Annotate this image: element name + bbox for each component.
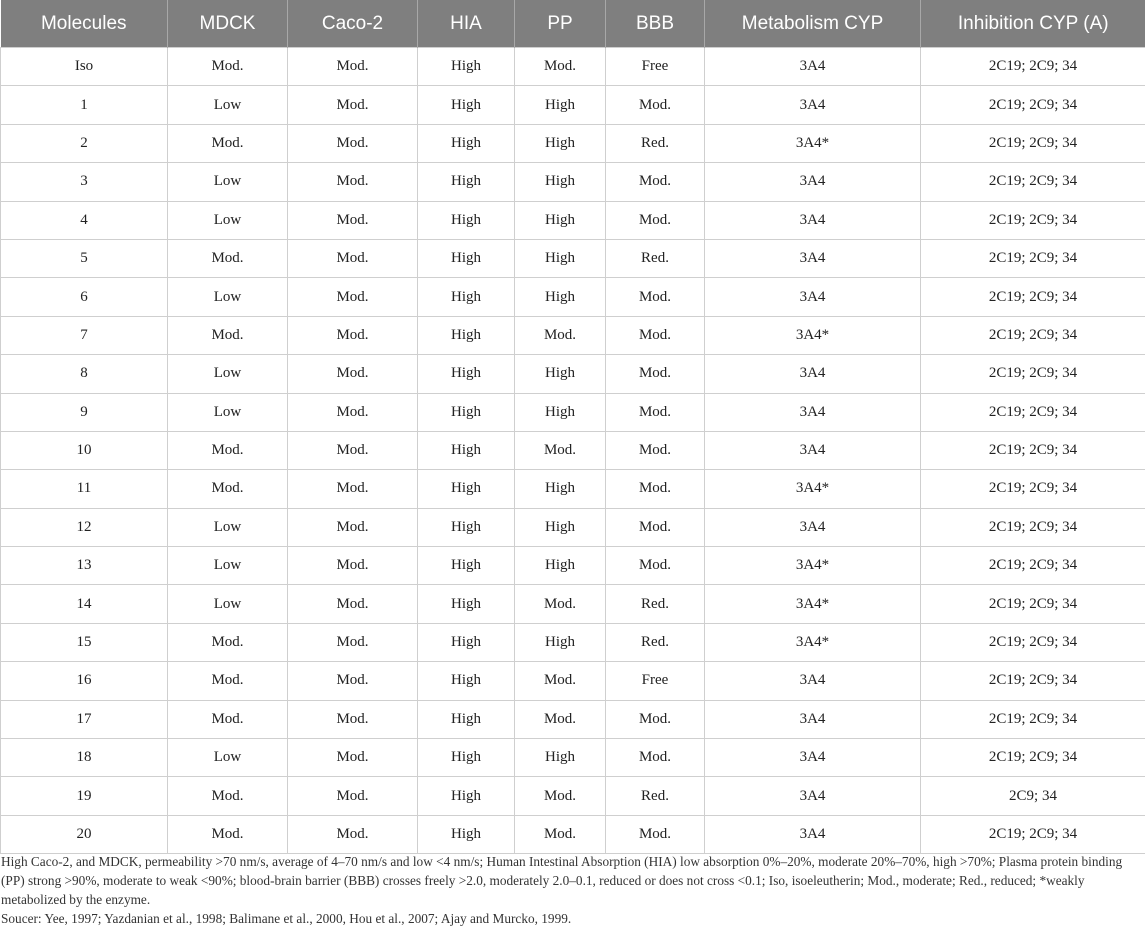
cell-metabolism-cyp: 3A4: [705, 239, 921, 277]
cell-inhibition-cyp: 2C19; 2C9; 34: [921, 355, 1145, 393]
footnote-text: High Caco-2, and MDCK, permeability >70 nm/s, average of 4–70 nm/s and low <4 nm/s; Human Intestinal Absorption (HIA) low absorption 0%–20%, moderate 20%–70%, high >70%; Plasma protein binding (PP) strong >90%, moderate to weak <90%; blood-brain barrier (BBB) crosses freely >2.0, moderately 2.0–0.1, reduced or does not cross <0.1; Iso, isoeleutherin; Mod., moderate; Red., reduced; *weakly metabolized by the enzyme.: [1, 854, 1123, 907]
cell-mdck: Mod.: [168, 470, 288, 508]
cell-bbb: Red.: [606, 585, 705, 623]
cell-bbb: Red.: [606, 239, 705, 277]
cell-mdck: Low: [168, 163, 288, 201]
cell-caco2: Mod.: [288, 739, 418, 777]
cell-hia: High: [418, 239, 515, 277]
header-metabolism-cyp: Metabolism CYP: [705, 0, 921, 48]
cell-pp: Mod.: [515, 48, 606, 86]
cell-bbb: Mod.: [606, 815, 705, 853]
cell-molecule: 5: [1, 239, 168, 277]
cell-pp: High: [515, 623, 606, 661]
cell-hia: High: [418, 739, 515, 777]
cell-inhibition-cyp: 2C19; 2C9; 34: [921, 623, 1145, 661]
cell-caco2: Mod.: [288, 86, 418, 124]
cell-mdck: Low: [168, 278, 288, 316]
cell-inhibition-cyp: 2C19; 2C9; 34: [921, 393, 1145, 431]
table-row: [1, 48, 1145, 86]
cell-pp: Mod.: [515, 662, 606, 700]
cell-caco2: Mod.: [288, 585, 418, 623]
cell-metabolism-cyp: 3A4*: [705, 585, 921, 623]
cell-caco2: Mod.: [288, 470, 418, 508]
cell-mdck: Mod.: [168, 700, 288, 738]
cell-hia: High: [418, 662, 515, 700]
cell-mdck: Mod.: [168, 48, 288, 86]
cell-molecule: 7: [1, 316, 168, 354]
cell-hia: High: [418, 124, 515, 162]
cell-molecule: 1: [1, 86, 168, 124]
table-row: [1, 547, 1145, 585]
table-footnote: [1, 852, 1141, 928]
cell-metabolism-cyp: 3A4*: [705, 470, 921, 508]
cell-mdck: Mod.: [168, 124, 288, 162]
cell-hia: High: [418, 547, 515, 585]
cell-mdck: Mod.: [168, 623, 288, 661]
table-row: [1, 508, 1145, 546]
table-row: [1, 623, 1145, 661]
table-row: [1, 470, 1145, 508]
header-hia: HIA: [418, 0, 515, 48]
table-row: [1, 700, 1145, 738]
cell-hia: High: [418, 508, 515, 546]
cell-hia: High: [418, 431, 515, 469]
cell-metabolism-cyp: 3A4: [705, 355, 921, 393]
cell-molecule: 17: [1, 700, 168, 738]
cell-pp: Mod.: [515, 316, 606, 354]
cell-molecule: Iso: [1, 48, 168, 86]
cell-molecule: 6: [1, 278, 168, 316]
cell-bbb: Free: [606, 48, 705, 86]
cell-metabolism-cyp: 3A4: [705, 777, 921, 815]
table-row: [1, 278, 1145, 316]
cell-pp: High: [515, 201, 606, 239]
cell-bbb: Mod.: [606, 316, 705, 354]
cell-molecule: 3: [1, 163, 168, 201]
cell-mdck: Mod.: [168, 316, 288, 354]
cell-metabolism-cyp: 3A4: [705, 662, 921, 700]
cell-inhibition-cyp: 2C19; 2C9; 34: [921, 431, 1145, 469]
cell-caco2: Mod.: [288, 547, 418, 585]
table-row: [1, 815, 1145, 853]
cell-mdck: Low: [168, 739, 288, 777]
table-row: [1, 316, 1145, 354]
table-row: [1, 777, 1145, 815]
cell-caco2: Mod.: [288, 700, 418, 738]
cell-metabolism-cyp: 3A4: [705, 739, 921, 777]
table-row: [1, 393, 1145, 431]
cell-bbb: Red.: [606, 777, 705, 815]
cell-pp: High: [515, 86, 606, 124]
cell-inhibition-cyp: 2C19; 2C9; 34: [921, 739, 1145, 777]
cell-molecule: 10: [1, 431, 168, 469]
cell-bbb: Mod.: [606, 508, 705, 546]
cell-inhibition-cyp: 2C19; 2C9; 34: [921, 508, 1145, 546]
cell-molecule: 9: [1, 393, 168, 431]
header-row: [1, 0, 1145, 48]
cell-molecule: 12: [1, 508, 168, 546]
cell-bbb: Mod.: [606, 278, 705, 316]
table-row: [1, 739, 1145, 777]
cell-hia: High: [418, 777, 515, 815]
cell-pp: High: [515, 239, 606, 277]
cell-pp: Mod.: [515, 777, 606, 815]
cell-hia: High: [418, 470, 515, 508]
cell-metabolism-cyp: 3A4*: [705, 547, 921, 585]
cell-bbb: Mod.: [606, 355, 705, 393]
cell-caco2: Mod.: [288, 163, 418, 201]
cell-inhibition-cyp: 2C19; 2C9; 34: [921, 700, 1145, 738]
cell-hia: High: [418, 355, 515, 393]
cell-hia: High: [418, 700, 515, 738]
cell-caco2: Mod.: [288, 278, 418, 316]
cell-inhibition-cyp: 2C19; 2C9; 34: [921, 124, 1145, 162]
cell-pp: High: [515, 163, 606, 201]
cell-inhibition-cyp: 2C19; 2C9; 34: [921, 163, 1145, 201]
cell-inhibition-cyp: 2C19; 2C9; 34: [921, 662, 1145, 700]
cell-caco2: Mod.: [288, 431, 418, 469]
cell-molecule: 13: [1, 547, 168, 585]
cell-hia: High: [418, 201, 515, 239]
cell-inhibition-cyp: 2C19; 2C9; 34: [921, 470, 1145, 508]
cell-bbb: Red.: [606, 623, 705, 661]
cell-metabolism-cyp: 3A4: [705, 163, 921, 201]
cell-mdck: Low: [168, 86, 288, 124]
cell-pp: High: [515, 124, 606, 162]
cell-metabolism-cyp: 3A4: [705, 48, 921, 86]
cell-mdck: Mod.: [168, 662, 288, 700]
cell-bbb: Mod.: [606, 700, 705, 738]
cell-molecule: 4: [1, 201, 168, 239]
cell-pp: High: [515, 739, 606, 777]
cell-molecule: 8: [1, 355, 168, 393]
table-row: [1, 355, 1145, 393]
cell-caco2: Mod.: [288, 393, 418, 431]
table-row: [1, 201, 1145, 239]
cell-molecule: 2: [1, 124, 168, 162]
cell-molecule: 15: [1, 623, 168, 661]
table-row: [1, 585, 1145, 623]
table-row: [1, 431, 1145, 469]
header-molecules: Molecules: [1, 0, 168, 48]
cell-metabolism-cyp: 3A4: [705, 86, 921, 124]
cell-caco2: Mod.: [288, 777, 418, 815]
cell-inhibition-cyp: 2C19; 2C9; 34: [921, 86, 1145, 124]
cell-mdck: Mod.: [168, 815, 288, 853]
header-caco2: Caco-2: [288, 0, 418, 48]
cell-metabolism-cyp: 3A4: [705, 508, 921, 546]
cell-mdck: Low: [168, 508, 288, 546]
cell-pp: High: [515, 470, 606, 508]
cell-inhibition-cyp: 2C19; 2C9; 34: [921, 815, 1145, 853]
cell-hia: High: [418, 163, 515, 201]
cell-inhibition-cyp: 2C19; 2C9; 34: [921, 316, 1145, 354]
cell-molecule: 18: [1, 739, 168, 777]
cell-inhibition-cyp: 2C19; 2C9; 34: [921, 48, 1145, 86]
cell-caco2: Mod.: [288, 815, 418, 853]
cell-hia: High: [418, 623, 515, 661]
cell-pp: Mod.: [515, 431, 606, 469]
table-row: [1, 163, 1145, 201]
cell-inhibition-cyp: 2C19; 2C9; 34: [921, 547, 1145, 585]
cell-hia: High: [418, 393, 515, 431]
cell-caco2: Mod.: [288, 201, 418, 239]
cell-molecule: 16: [1, 662, 168, 700]
cell-bbb: Red.: [606, 124, 705, 162]
cell-metabolism-cyp: 3A4*: [705, 623, 921, 661]
cell-molecule: 19: [1, 777, 168, 815]
cell-bbb: Mod.: [606, 739, 705, 777]
cell-pp: High: [515, 508, 606, 546]
cell-pp: Mod.: [515, 815, 606, 853]
cell-metabolism-cyp: 3A4: [705, 393, 921, 431]
footnote-source: Soucer: Yee, 1997; Yazdanian et al., 1998; Balimane et al., 2000, Hou et al., 2007; Ajay and Murcko, 1999.: [1, 911, 572, 926]
header-mdck: MDCK: [168, 0, 288, 48]
cell-molecule: 20: [1, 815, 168, 853]
cell-mdck: Mod.: [168, 239, 288, 277]
cell-metabolism-cyp: 3A4: [705, 431, 921, 469]
cell-bbb: Free: [606, 662, 705, 700]
table-row: [1, 239, 1145, 277]
cell-pp: High: [515, 547, 606, 585]
cell-hia: High: [418, 86, 515, 124]
cell-bbb: Mod.: [606, 201, 705, 239]
cell-caco2: Mod.: [288, 623, 418, 661]
cell-bbb: Mod.: [606, 547, 705, 585]
cell-caco2: Mod.: [288, 124, 418, 162]
table-row: [1, 662, 1145, 700]
cell-caco2: Mod.: [288, 355, 418, 393]
cell-pp: High: [515, 355, 606, 393]
cell-bbb: Mod.: [606, 431, 705, 469]
cell-mdck: Low: [168, 393, 288, 431]
cell-caco2: Mod.: [288, 508, 418, 546]
cell-hia: High: [418, 316, 515, 354]
cell-molecule: 14: [1, 585, 168, 623]
cell-pp: Mod.: [515, 700, 606, 738]
cell-metabolism-cyp: 3A4: [705, 201, 921, 239]
cell-mdck: Low: [168, 201, 288, 239]
table-row: [1, 86, 1145, 124]
cell-pp: Mod.: [515, 585, 606, 623]
cell-mdck: Mod.: [168, 431, 288, 469]
cell-molecule: 11: [1, 470, 168, 508]
cell-hia: High: [418, 278, 515, 316]
cell-caco2: Mod.: [288, 239, 418, 277]
header-bbb: BBB: [606, 0, 705, 48]
cell-bbb: Mod.: [606, 470, 705, 508]
cell-pp: High: [515, 393, 606, 431]
cell-hia: High: [418, 815, 515, 853]
cell-metabolism-cyp: 3A4: [705, 700, 921, 738]
cell-bbb: Mod.: [606, 86, 705, 124]
header-inhibition-cyp: Inhibition CYP (A): [921, 0, 1145, 48]
cell-caco2: Mod.: [288, 48, 418, 86]
cell-metabolism-cyp: 3A4: [705, 278, 921, 316]
cell-inhibition-cyp: 2C19; 2C9; 34: [921, 201, 1145, 239]
cell-bbb: Mod.: [606, 163, 705, 201]
header-pp: PP: [515, 0, 606, 48]
table-body: [1, 48, 1145, 854]
cell-bbb: Mod.: [606, 393, 705, 431]
table-row: [1, 124, 1145, 162]
cell-mdck: Low: [168, 585, 288, 623]
cell-inhibition-cyp: 2C19; 2C9; 34: [921, 278, 1145, 316]
cell-mdck: Mod.: [168, 777, 288, 815]
cell-metabolism-cyp: 3A4*: [705, 316, 921, 354]
cell-metabolism-cyp: 3A4: [705, 815, 921, 853]
cell-caco2: Mod.: [288, 662, 418, 700]
cell-mdck: Low: [168, 547, 288, 585]
cell-inhibition-cyp: 2C19; 2C9; 34: [921, 239, 1145, 277]
cell-mdck: Low: [168, 355, 288, 393]
cell-hia: High: [418, 48, 515, 86]
cell-caco2: Mod.: [288, 316, 418, 354]
cell-inhibition-cyp: 2C19; 2C9; 34: [921, 585, 1145, 623]
cell-hia: High: [418, 585, 515, 623]
cell-metabolism-cyp: 3A4*: [705, 124, 921, 162]
cell-inhibition-cyp: 2C9; 34: [921, 777, 1145, 815]
cell-pp: High: [515, 278, 606, 316]
